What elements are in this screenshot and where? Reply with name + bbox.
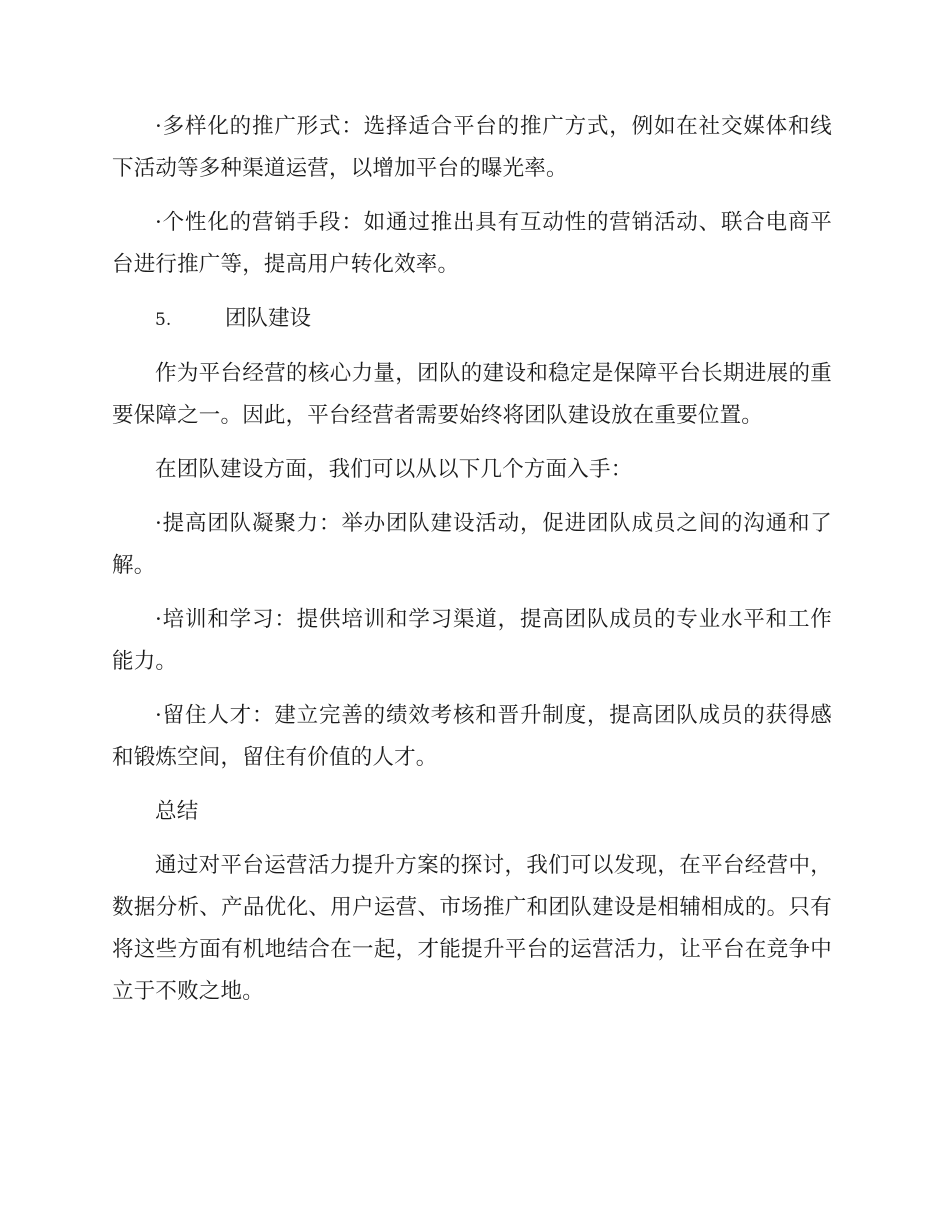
bullet-marketing-means: ·个性化的营销手段：如通过推出具有互动性的营销活动、联合电商平台进行推广等，提高用户转化效率。 xyxy=(112,210,832,277)
section-heading-team-building xyxy=(112,298,832,341)
section-number: 5. xyxy=(155,310,172,330)
bullet-promotion-forms: ·多样化的推广形式：选择适合平台的推广方式，例如在社交媒体和线下活动等多种渠道运营，以增加平台的曝光率。 xyxy=(112,114,832,181)
bullet-retain-talent: ·留住人才：建立完善的绩效考核和晋升制度，提高团队成员的获得感和锻炼空间，留住有价值的人才。 xyxy=(112,703,832,770)
paragraph-team-aspects: 在团队建设方面，我们可以从以下几个方面入手： xyxy=(155,457,633,482)
document-page xyxy=(112,106,832,1025)
paragraph-team-core: 作为平台经营的核心力量，团队的建设和稳定是保障平台长期进展的重要保障之一。因此，平台经营者需要始终将团队建设放在重要位置。 xyxy=(112,361,832,428)
summary-paragraph: 通过对平台运营活力提升方案的探讨，我们可以发现，在平台经营中，数据分析、产品优化、用户运营、市场推广和团队建设是相辅相成的。只有将这些方面有机地结合在一起，才能提升平台的运营活力，让平台在竞争中立于不败之地。 xyxy=(112,853,832,1004)
bullet-cohesion: ·提高团队凝聚力：举办团队建设活动，促进团队成员之间的沟通和了解。 xyxy=(112,511,832,578)
bullet-training: ·培训和学习：提供培训和学习渠道，提高团队成员的专业水平和工作能力。 xyxy=(112,607,832,674)
section-title: 团队建设 xyxy=(225,306,312,331)
summary-heading: 总结 xyxy=(155,799,199,824)
